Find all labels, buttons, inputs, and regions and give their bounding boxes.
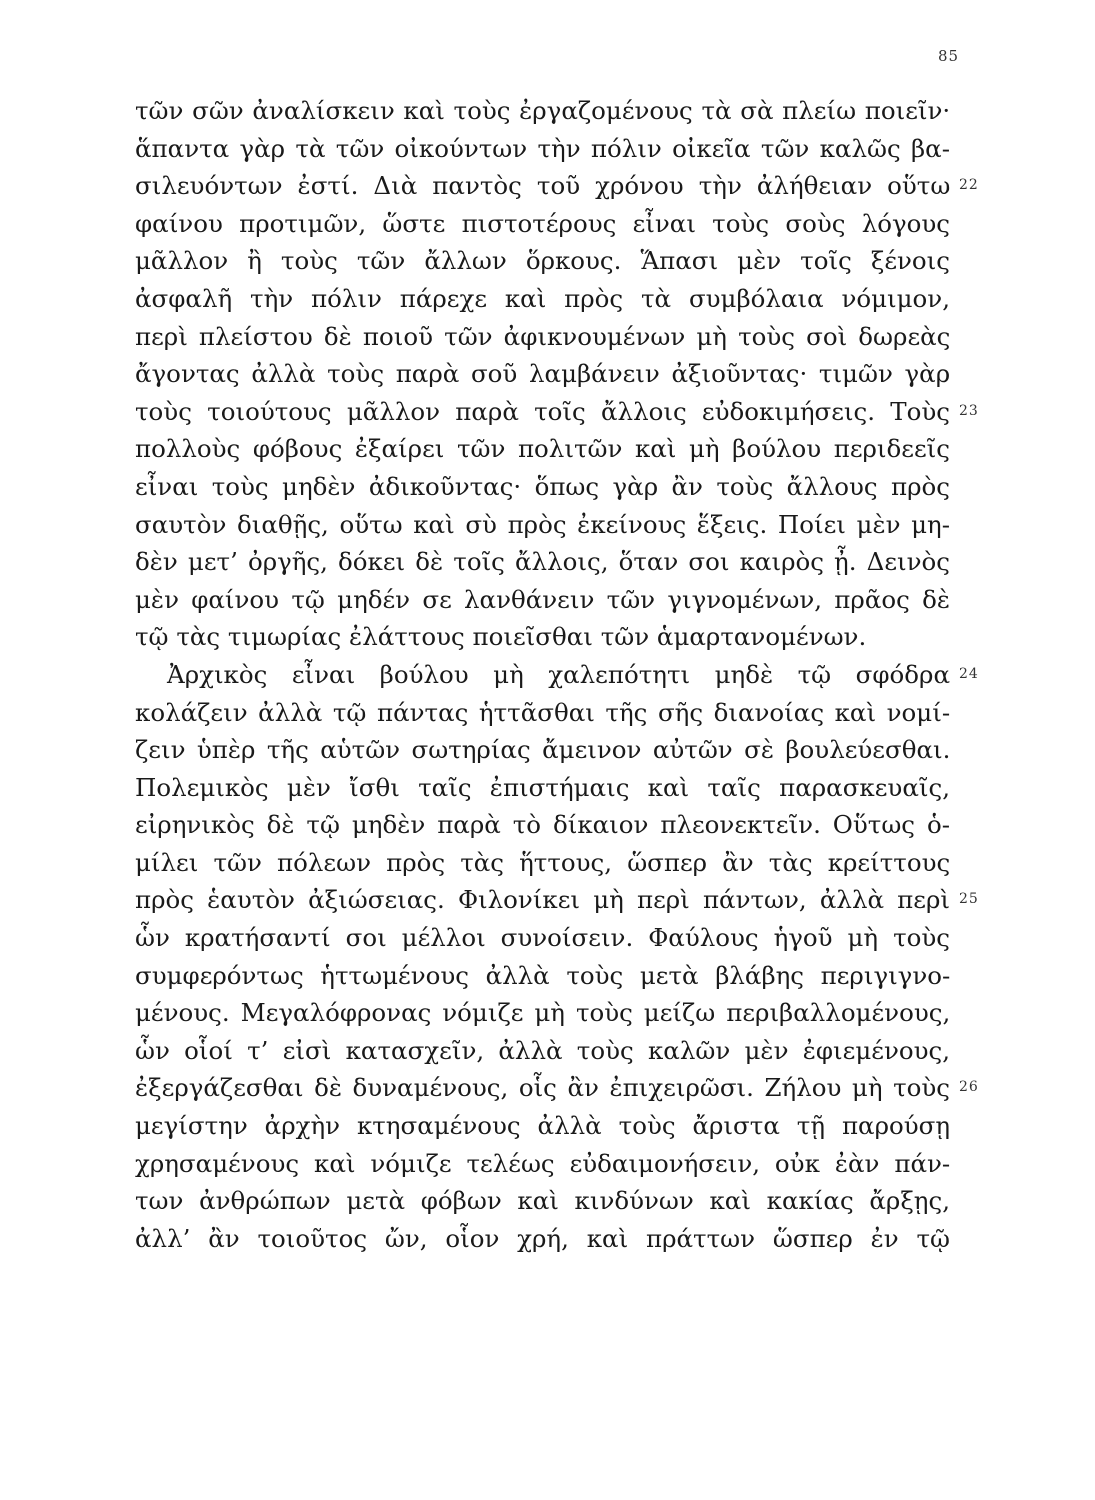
section-number: 25	[959, 891, 979, 908]
text-line	[135, 1220, 950, 1258]
text-line	[135, 581, 950, 619]
text-line-content: εἰρηνικὸς δὲ τῷ μηδὲν παρὰ τὸ δίκαιον πλεονεκτεῖν. Οὕτως ὁ-	[135, 810, 950, 840]
text-line	[135, 656, 979, 694]
text-line-content: Ἀρχικὸς εἶναι βούλου μὴ χαλεπότητι μηδὲ τῷ σφόδρα	[167, 659, 950, 689]
text-line	[135, 1032, 950, 1070]
text-line-content: ἐξεργάζεσθαι δὲ δυναμένους, οἷς ἂν ἐπιχειρῶσι. Ζήλου μὴ τοὺς	[135, 1073, 950, 1103]
text-line-content: ὧν οἷοί τ’ εἰσὶ κατασχεῖν, ἀλλὰ τοὺς καλῶν μὲν ἐφιεμένους,	[135, 1035, 950, 1065]
body-text	[135, 92, 979, 1257]
text-line-content: κολάζειν ἀλλὰ τῷ πάντας ἡττᾶσθαι τῆς σῆς διανοίας καὶ νομί-	[135, 697, 951, 727]
text-line	[135, 92, 950, 130]
text-line-content: σαυτὸν διαθῇς, οὕτω καὶ σὺ πρὸς ἐκείνους ἕξεις. Ποίει μὲν μη-	[135, 509, 950, 539]
text-line	[135, 242, 950, 280]
page-number: 85	[938, 47, 960, 65]
text-line-content: ἀσφαλῆ τὴν πόλιν πάρεχε καὶ πρὸς τὰ συμβόλαια νόμιμον,	[135, 283, 950, 313]
text-line-content: χρησαμένους καὶ νόμιζε τελέως εὐδαιμονήσειν, οὐκ ἐὰν πάν-	[135, 1148, 951, 1178]
text-line-content: μεγίστην ἀρχὴν κτησαμένους ἀλλὰ τοὺς ἄριστα τῇ παρούσῃ	[135, 1111, 951, 1141]
text-line-content: εἶναι τοὺς μηδὲν ἀδικοῦντας· ὅπως γὰρ ἂν τοὺς ἄλλους πρὸς	[135, 471, 950, 501]
text-line-content: πολλοὺς φόβους ἐξαίρει τῶν πολιτῶν καὶ μὴ βούλου περιδεεῖς	[135, 434, 950, 464]
text-line	[135, 994, 950, 1032]
text-line	[135, 957, 950, 995]
text-line	[135, 919, 950, 957]
text-line	[135, 468, 950, 506]
text-line-content: μίλει τῶν πόλεων πρὸς τὰς ἥττους, ὥσπερ ἂν τὰς κρείττους	[135, 847, 951, 877]
text-line	[135, 167, 979, 205]
text-line	[135, 844, 950, 882]
text-line-content: ἄγοντας ἀλλὰ τοὺς παρὰ σοῦ λαμβάνειν ἀξιοῦντας· τιμῶν γὰρ	[135, 359, 951, 389]
text-line	[135, 1069, 979, 1107]
text-line-content: μένους. Μεγαλόφρονας νόμιζε μὴ τοὺς μείζω περιβαλλομένους,	[135, 998, 951, 1028]
text-line-content: ζειν ὑπὲρ τῆς αὑτῶν σωτηρίας ἄμεινον αὐτῶν σὲ βουλεύεσθαι.	[135, 735, 951, 765]
text-line-content: πρὸς ἑαυτὸν ἀξιώσειας. Φιλονίκει μὴ περὶ πάντων, ἀλλὰ περὶ	[135, 885, 950, 915]
section-number: 22	[959, 177, 979, 194]
text-line	[135, 280, 950, 318]
text-line	[135, 731, 950, 769]
section-number: 24	[959, 665, 979, 682]
text-line	[135, 881, 979, 919]
text-line-content: ἀλλ’ ἂν τοιοῦτος ὤν, οἷον χρή, καὶ πράττων ὥσπερ ἐν τῷ	[135, 1223, 950, 1253]
text-line-content: μὲν φαίνου τῷ μηδέν σε λανθάνειν τῶν γιγνομένων, πρᾶος δὲ	[135, 584, 950, 614]
text-line-content: Πολεμικὸς μὲν ἴσθι ταῖς ἐπιστήμαις καὶ ταῖς παρασκευαῖς,	[135, 772, 950, 802]
text-line	[135, 430, 950, 468]
text-line-content: των ἀνθρώπων μετὰ φόβων καὶ κινδύνων καὶ κακίας ἄρξῃς,	[135, 1186, 950, 1216]
text-line	[135, 769, 950, 807]
text-line-content: φαίνου προτιμῶν, ὥστε πιστοτέρους εἶναι τοὺς σοὺς λόγους	[135, 208, 950, 238]
text-line-content: ὧν κρατήσαντί σοι μέλλοι συνοίσειν. Φαύλους ἡγοῦ μὴ τοὺς	[135, 923, 950, 953]
text-line	[135, 694, 950, 732]
section-number: 23	[959, 402, 979, 419]
text-line-content: δὲν μετ’ ὀργῆς, δόκει δὲ τοῖς ἄλλοις, ὅταν σοι καιρὸς ᾖ. Δεινὸς	[135, 547, 950, 577]
text-line-content: ἅπαντα γὰρ τὰ τῶν οἰκούντων τὴν πόλιν οἰκεῖα τῶν καλῶς βα-	[135, 133, 950, 163]
text-line	[135, 355, 950, 393]
text-line	[135, 1107, 950, 1145]
text-line-content: τῷ τὰς τιμωρίας ἐλάττους ποιεῖσθαι τῶν ἁμαρτανομένων.	[135, 622, 867, 652]
text-line	[135, 1182, 950, 1220]
text-line	[135, 393, 979, 431]
text-line	[135, 543, 950, 581]
text-line	[135, 205, 950, 243]
text-line-content: περὶ πλείστου δὲ ποιοῦ τῶν ἀφικνουμένων μὴ τοὺς σοὶ δωρεὰς	[135, 321, 951, 351]
text-line	[135, 1145, 950, 1183]
section-number: 26	[959, 1079, 979, 1096]
text-line	[135, 318, 950, 356]
text-line	[135, 806, 950, 844]
text-line-content: συμφερόντως ἡττωμένους ἀλλὰ τοὺς μετὰ βλάβης περιγιγνο-	[135, 960, 951, 990]
text-line	[135, 618, 950, 656]
text-line	[135, 506, 950, 544]
text-line-content: σιλευόντων ἐστί. Διὰ παντὸς τοῦ χρόνου τὴν ἀλήθειαν οὕτω	[135, 171, 951, 201]
text-line-content: μᾶλλον ἢ τοὺς τῶν ἄλλων ὅρκους. Ἅπασι μὲν τοῖς ξένοις	[135, 246, 950, 276]
text-line-content: τῶν σῶν ἀναλίσκειν καὶ τοὺς ἐργαζομένους τὰ σὰ πλείω ποιεῖν·	[135, 96, 951, 125]
text-line	[135, 130, 950, 168]
text-line-content: τοὺς τοιούτους μᾶλλον παρὰ τοῖς ἄλλοις εὐδοκιμήσεις. Τοὺς	[135, 396, 950, 426]
